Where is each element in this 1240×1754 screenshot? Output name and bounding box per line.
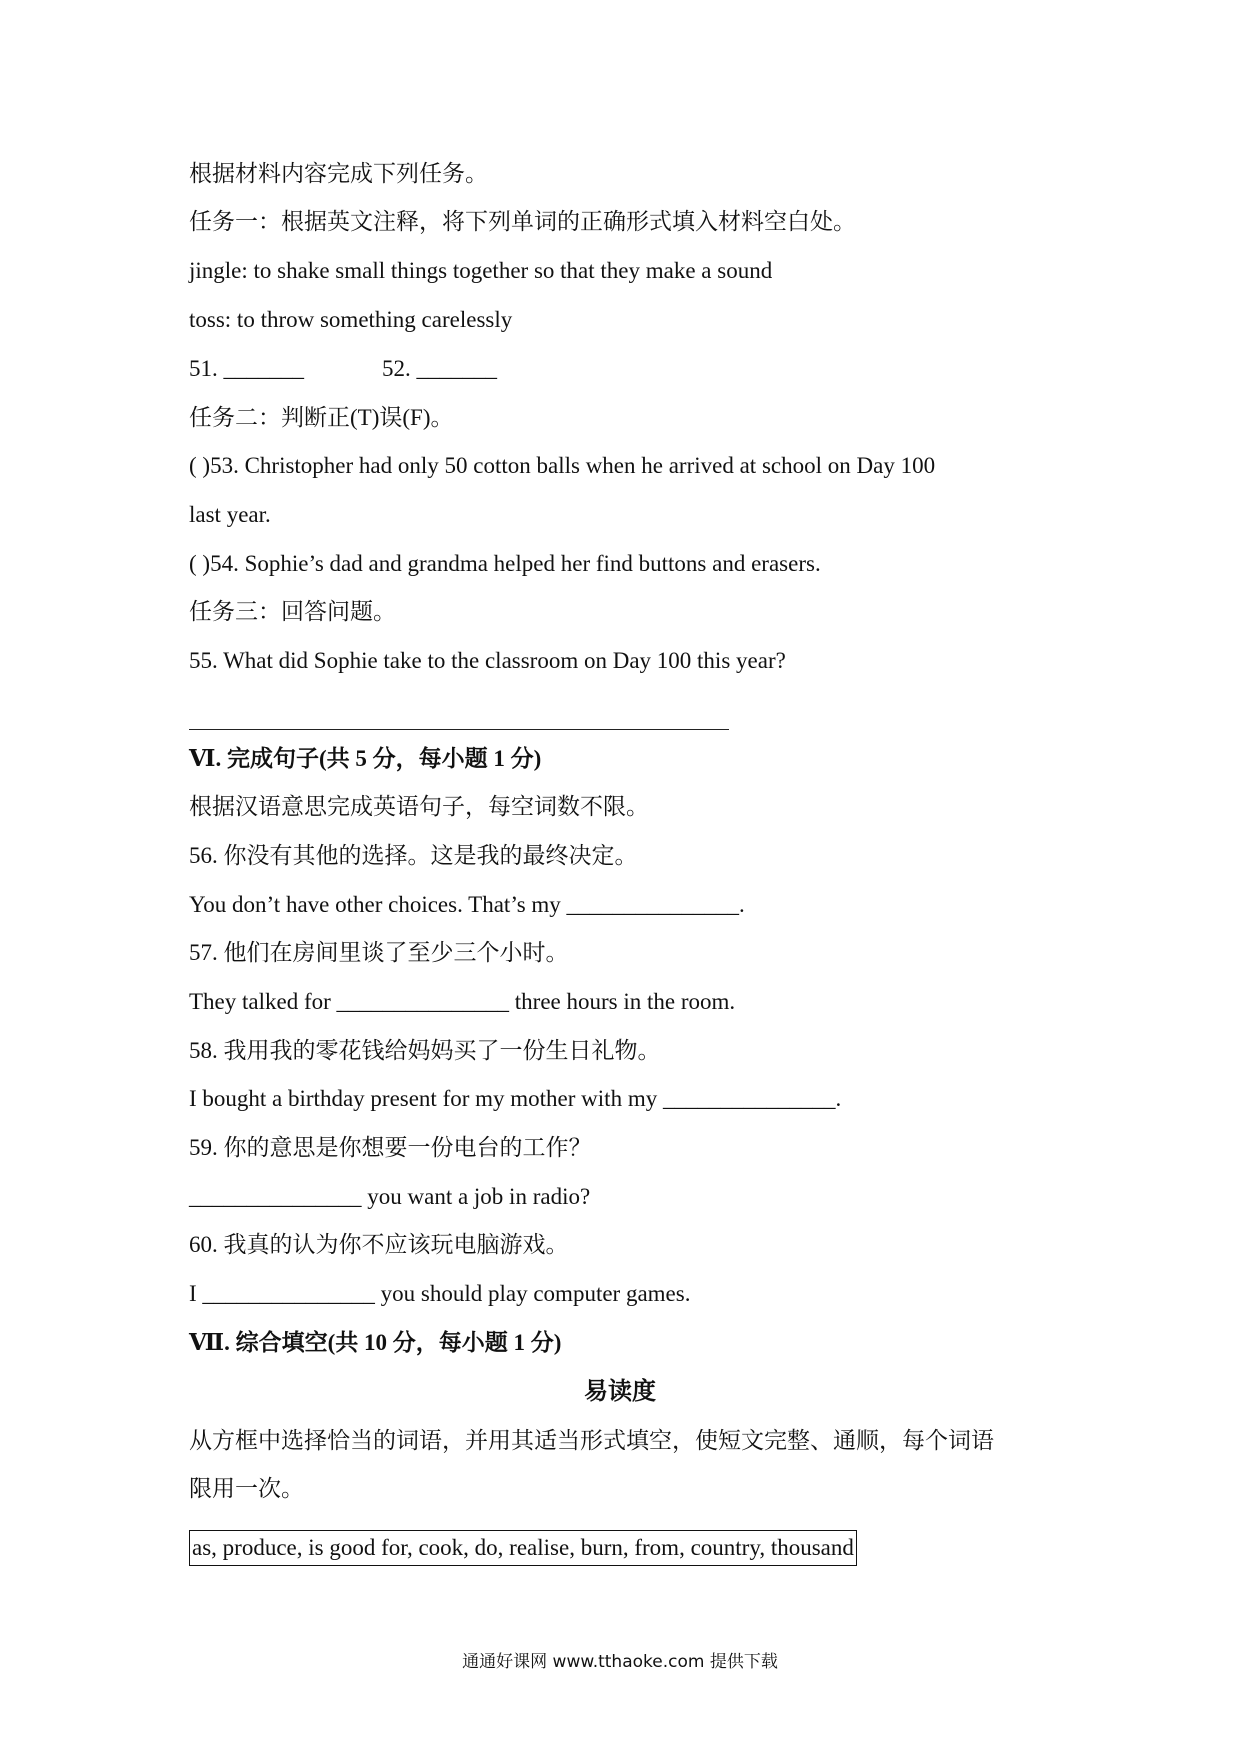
- question-54: ( )54. Sophie’s dad and grandma helped her find buttons and erasers.: [189, 551, 821, 576]
- question-57-chinese: 57. 他们在房间里谈了至少三个小时。: [189, 940, 569, 965]
- word-bank-box: as, produce, is good for, cook, do, realise, burn, from, country, thousand: [189, 1530, 857, 1566]
- question-53-line1: ( )53. Christopher had only 50 cotton balls when he arrived at school on Day 100: [189, 453, 936, 478]
- section-7-instruction-line1: 从方框中选择恰当的词语，并用其适当形式填空，使短文完整、通顺，每个词语: [189, 1428, 994, 1453]
- question-52-blank: 52. _______: [382, 356, 497, 381]
- question-53-line2: last year.: [189, 502, 271, 527]
- question-60-chinese: 60. 我真的认为你不应该玩电脑游戏。: [189, 1232, 569, 1257]
- question-57-english: They talked for _______________ three hours in the room.: [189, 989, 736, 1014]
- question-59-chinese: 59. 你的意思是你想要一份电台的工作？: [189, 1135, 592, 1160]
- question-51-blank: 51. _______: [189, 356, 304, 381]
- answer-line-55: [189, 729, 729, 730]
- task-intro: 根据材料内容完成下列任务。: [189, 161, 488, 186]
- task3-instruction: 任务三：回答问题。: [189, 599, 396, 624]
- task2-instruction: 任务二：判断正(T)误(F)。: [189, 405, 454, 430]
- passage-title: 易读度: [584, 1379, 656, 1405]
- question-59-english: _______________ you want a job in radio?: [189, 1184, 591, 1209]
- section-6-heading: Ⅵ. 完成句子(共 5 分，每小题 1 分): [189, 746, 542, 771]
- page-footer: 通通好课网 www.tthaoke.com 提供下载: [462, 1652, 778, 1672]
- task1-instruction: 任务一：根据英文注释，将下列单词的正确形式填入材料空白处。: [189, 209, 856, 234]
- question-56-chinese: 56. 你没有其他的选择。这是我的最终决定。: [189, 843, 638, 868]
- question-58-english: I bought a birthday present for my mother with my _______________.: [189, 1086, 842, 1111]
- question-60-english: I _______________ you should play computer games.: [189, 1281, 691, 1306]
- jingle-definition: jingle: to shake small things together so that they make a sound: [189, 258, 773, 283]
- section-7-instruction-line2: 限用一次。: [189, 1476, 304, 1501]
- section-7-heading: Ⅶ. 综合填空(共 10 分，每小题 1 分): [189, 1330, 562, 1355]
- question-55: 55. What did Sophie take to the classroom on Day 100 this year?: [189, 648, 786, 673]
- question-56-english: You don’t have other choices. That’s my _______________.: [189, 892, 745, 917]
- question-58-chinese: 58. 我用我的零花钱给妈妈买了一份生日礼物。: [189, 1038, 661, 1063]
- toss-definition: toss: to throw something carelessly: [189, 307, 513, 332]
- section-6-instruction: 根据汉语意思完成英语句子，每空词数不限。: [189, 794, 649, 819]
